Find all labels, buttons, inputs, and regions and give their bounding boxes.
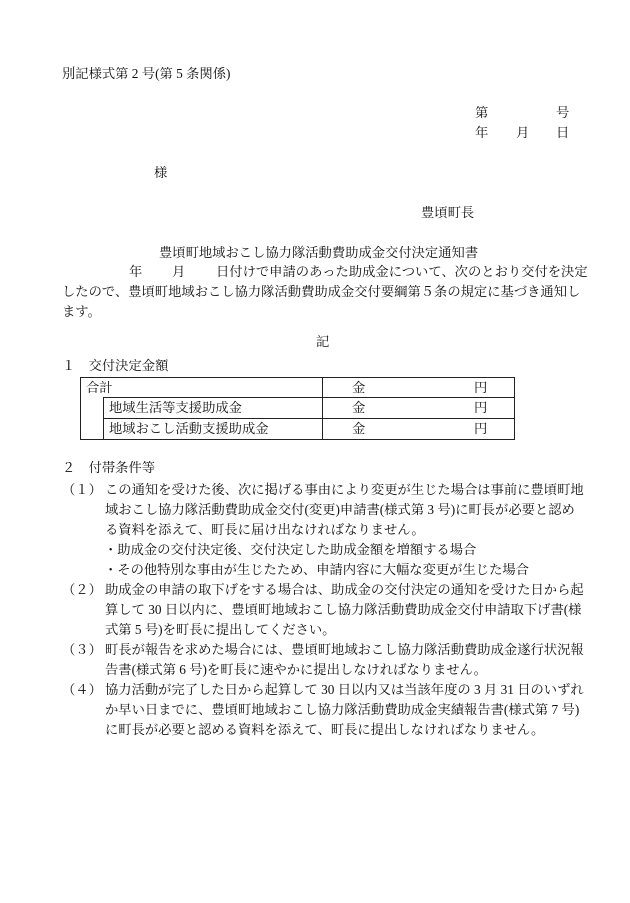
section-2-heading: ２ 付帯条件等 [62, 460, 156, 475]
condition-item-line: 協力活動が完了した日から起算して 30 日以内又は当該年度の 3 月 31 日のいずれ [105, 682, 584, 697]
condition-item-line: る資料を添えて、町長に届け出なければなりません。 [105, 522, 425, 537]
table-row-living-support [81, 398, 514, 418]
intro-year-label: 年 [129, 264, 143, 279]
document-number-prefix: 第 [475, 105, 489, 120]
condition-item-line: 助成金の申請の取下げをする場合は、助成金の交付決定の通知を受けた日から起 [105, 582, 584, 597]
amount-prefix: 金 [352, 380, 366, 395]
condition-item-line: か早い日までに、豊頃町地域おこし協力隊活動費助成金実績報告書(様式第 7 号) [105, 702, 580, 717]
form-label: 別記様式第 2 号(第 5 条関係) [62, 66, 231, 81]
amount-prefix: 金 [352, 400, 366, 415]
date-day-label: 日 [556, 125, 570, 140]
amount-prefix: 金 [352, 421, 366, 436]
condition-item-label: （１） [62, 482, 102, 497]
document-number-suffix: 号 [556, 105, 570, 120]
table-row-total [81, 378, 514, 397]
condition-item-line: 式第 5 号)を町長に提出してください。 [105, 622, 336, 637]
condition-bullet: ・助成金の交付決定後、交付決定した助成金額を増額する場合 [104, 542, 477, 557]
table-row-label: 地域おこし活動支援助成金 [109, 421, 269, 436]
table-row-label: 地域生活等支援助成金 [109, 400, 242, 415]
table-row-activity-support [81, 419, 514, 439]
condition-item-line: 告書(様式第 6 号)を町長に速やかに提出しなければなりません。 [105, 662, 487, 677]
condition-bullet: ・その他特別な事由が生じたため、申請内容に大幅な変更が生じた場合 [104, 562, 529, 577]
section-1-heading: １ 交付決定金額 [62, 358, 169, 373]
grant-amount-table [80, 377, 515, 440]
condition-item-line: 域おこし協力隊活動費助成金交付(変更)申請書(様式第 3 号)に町長が必要と認め [105, 502, 575, 517]
condition-item-label: （３） [62, 642, 102, 657]
amount-unit: 円 [474, 380, 488, 395]
intro-line-3: ます。 [62, 304, 101, 319]
condition-item-line: 算して 30 日以内に、豊頃町地域おこし協力隊活動費助成金交付申請取下げ書(様 [105, 602, 582, 617]
condition-item-label: （４） [62, 682, 102, 697]
amount-unit: 円 [474, 400, 488, 415]
addressee-suffix: 様 [154, 165, 168, 180]
table-row-label: 合計 [86, 380, 113, 395]
intro-line-1: 日付けで申請のあった助成金について、次のとおり交付を決定 [216, 264, 588, 279]
date-month-label: 月 [516, 125, 530, 140]
intro-line-2: したので、豊頃町地域おこし協力隊活動費助成金交付要綱第５条の規定に基づき通知し [62, 284, 581, 299]
intro-month-label: 月 [172, 264, 186, 279]
ki-heading: 記 [316, 334, 330, 349]
document-title: 豊頃町地域おこし協力隊活動費助成金交付決定通知書 [159, 245, 479, 260]
amount-unit: 円 [474, 421, 488, 436]
condition-item-line: この通知を受けた後、次に掲げる事由により変更が生じた場合は事前に豊頃町地 [105, 482, 584, 497]
date-year-label: 年 [475, 125, 489, 140]
condition-item-label: （２） [62, 582, 102, 597]
sender-name: 豊頃町長 [421, 205, 475, 220]
condition-item-line: に町長が必要と認める資料を添えて、町長に提出しなければなりません。 [105, 722, 545, 737]
condition-item-line: 町長が報告を求めた場合には、豊頃町地域おこし協力隊活動費助成金遂行状況報 [105, 642, 584, 657]
